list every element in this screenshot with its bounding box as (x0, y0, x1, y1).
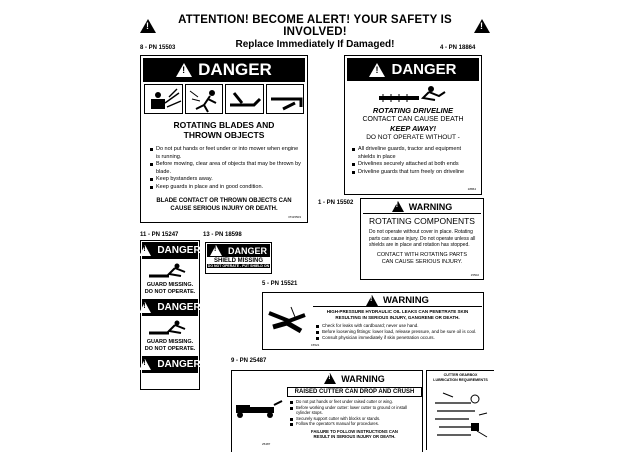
decal-13-line2: DO NOT OPERATE - PUT SHIELD ON (207, 264, 270, 268)
decal-9-part-number: 9 - PN 25487 (231, 358, 267, 364)
decal-9-footer-line1: FAILURE TO FOLLOW INSTRUCTIONS CAN (311, 428, 398, 434)
decal-11-banner-2-text: DANGER (157, 302, 201, 313)
decal-8-title-line1: ROTATING BLADES AND (173, 120, 275, 130)
raised-cutter-pictogram-icon (234, 397, 284, 419)
decal-lubrication-line2: LUBRICATION REQUIREMENTS (433, 378, 488, 382)
decal-1-body: Do not operate without cover in place. Rotating parts can cause injury. Do not operate unless all shields are in place and rotation has stopped. (369, 229, 476, 248)
decal-9-content (287, 372, 422, 440)
decal-4-code: 18864 (467, 187, 476, 191)
decal-4-line3: KEEP AWAY! (390, 124, 436, 133)
warning-triangle-icon (139, 245, 151, 256)
decal-8-bullet: Before mowing, clear area of objects that may be thrown by blade. (149, 161, 301, 176)
decal-5-banner-text: WARNING (383, 294, 429, 306)
person-struck-pictogram-icon (185, 84, 224, 114)
decal-lubrication-line1: CUTTER GEARBOX (443, 373, 478, 377)
decal-13-banner-text: DANGER (227, 245, 267, 256)
hydraulic-injection-pictogram-icon (265, 295, 311, 347)
decal-8-bullet: Keep guards in place and in good condition. (149, 184, 301, 192)
decal-8-bullet: Keep bystanders away. (149, 176, 301, 184)
decal-9-bullet: Securely support cutter with blocks or stands. (289, 416, 420, 422)
decal-4-line2: CONTACT CAN CAUSE DEATH (362, 116, 464, 123)
warning-triangle-icon (140, 19, 156, 33)
decal-11-text-2b: DO NOT OPERATE. (144, 346, 196, 352)
decal-11-banner-2 (142, 299, 201, 316)
decal-9-banner-text: WARNING (341, 373, 385, 384)
decal-9-title: RAISED CUTTER CAN DROP AND CRUSH (287, 387, 422, 397)
decal-11-part-number: 11 - PN 15247 (140, 232, 179, 238)
decal-5-heading-line1: HIGH-PRESSURE HYDRAULIC OIL LEAKS CAN PENETRATE SKIN (326, 309, 469, 314)
decal-11-banner-1 (142, 242, 201, 259)
decal-5-heading-line2: RESULTING IN SERIOUS INJURY, GANGRENE OR DEATH. (335, 315, 460, 320)
decal-11-banner-3 (142, 356, 201, 373)
decal-4-bullet: All driveline guards, tractor and equipment shields in place (351, 146, 475, 161)
decal-11-banner-1-text: DANGER (157, 245, 201, 256)
header-subtitle: Replace Immediately If Damaged! (235, 39, 395, 50)
decal-8-bullets (149, 146, 301, 191)
decal-lubrication (426, 370, 494, 450)
decal-4-text (345, 106, 481, 142)
decal-4-line1: ROTATING DRIVELINE (372, 106, 454, 115)
decal-9-banner (287, 372, 422, 385)
decal-13 (205, 242, 272, 274)
decal-5-bullet: Before loosening fittings: lower load, release pressure, and be sure oil is cool. (315, 329, 480, 335)
decal-9 (231, 370, 423, 452)
warning-triangle-icon (210, 245, 222, 256)
decal-4-bullet: Drivelines securely attached at both ends (351, 161, 475, 169)
decal-5-bullet: Consult physician immediately if skin penetration occurs. (315, 335, 480, 341)
decal-4-banner (347, 58, 479, 81)
header-line1 (140, 14, 490, 38)
decal-5-code: 15521 (311, 343, 320, 347)
decal-11-banner-3-text: DANGER (157, 359, 201, 370)
decal-11-text-1b: DO NOT OPERATE. (144, 289, 196, 295)
decal-5-heading (313, 309, 482, 321)
foot-under-deck-pictogram-icon (225, 84, 264, 114)
decal-1-title: ROTATING COMPONENTS (369, 216, 475, 226)
warning-triangle-icon (392, 201, 404, 212)
decal-8-footer-line2: CAUSE SERIOUS INJURY OR DEATH. (170, 206, 278, 212)
decal-4-line4: DO NOT OPERATE WITHOUT - (366, 134, 460, 141)
decal-5-bullet: Check for leaks with cardboard; never use hand. (315, 323, 480, 329)
decal-13-part-number: 13 - PN 18598 (203, 232, 242, 238)
decal-1 (360, 198, 484, 280)
decal-8-part-number: 8 - PN 15503 (140, 45, 176, 51)
decal-11-text-2a: GUARD MISSING. (146, 339, 194, 345)
decal-8-banner-text: DANGER (198, 60, 272, 79)
decal-4-banner-text: DANGER (391, 61, 457, 78)
decal-13-line1: SHIELD MISSING (213, 258, 263, 264)
decal-8-code: PN15503 (288, 215, 301, 219)
entanglement-pictogram-icon (147, 260, 199, 282)
decal-1-footer-line1: CONTACT WITH ROTATING PARTS (376, 251, 468, 258)
decal-8-title-line2: THROWN OBJECTS (183, 130, 265, 140)
decal-11-text-1 (141, 282, 199, 296)
decal-11-text-1a: GUARD MISSING. (146, 282, 194, 288)
decal-lubrication-title (427, 373, 494, 383)
decal-13-banner (207, 244, 270, 257)
decal-9-bullet: Do not put hands or feet under raised cutter or wing. (289, 399, 420, 405)
decal-1-part-number: 1 - PN 15502 (318, 200, 354, 206)
decal-5-banner (313, 294, 482, 307)
entanglement-pictogram-icon (147, 317, 199, 339)
decal-8-title (141, 120, 307, 140)
decal-9-footer-line2: RESULT IN SERIOUS INJURY OR DEATH. (313, 434, 396, 439)
decal-4-part-number: 4 - PN 18864 (440, 45, 476, 51)
decal-8-footer-line1: BLADE CONTACT OR THROWN OBJECTS CAN (156, 198, 292, 204)
decal-5-content (313, 294, 482, 340)
decal-9-bullet: Before working under cutter: lower cutter to ground or install cylinder stops. (289, 405, 420, 416)
warning-triangle-icon (369, 63, 385, 77)
decal-11 (140, 240, 200, 390)
decal-9-bullet: Follow the operator's manual for procedures. (289, 421, 420, 427)
decal-8-bullet: Do not put hands or feet under or into mower when engine is running. (149, 146, 301, 161)
decal-1-footer (361, 252, 483, 266)
decal-8-pictogram-row (144, 84, 304, 114)
decal-5 (262, 292, 484, 350)
warning-triangle-icon (139, 302, 151, 313)
decal-8-banner (143, 58, 305, 82)
warning-triangle-icon (139, 359, 151, 370)
decal-1-code: 15502 (470, 273, 479, 277)
decal-9-footer (287, 429, 422, 440)
header-title: ATTENTION! BECOME ALERT! YOUR SAFETY IS INVOLVED! (178, 14, 452, 38)
decal-9-code: 25487 (262, 442, 271, 446)
decal-5-bullets (315, 323, 480, 340)
decal-1-banner (363, 200, 481, 214)
driveline-entanglement-pictogram-icon (375, 84, 481, 106)
page-header (140, 14, 490, 50)
decal-9-bullets (289, 399, 420, 427)
decal-4 (344, 55, 482, 195)
decal-8 (140, 55, 308, 223)
warning-triangle-icon (366, 295, 378, 306)
decal-4-bullet: Driveline guards that turn freely on driveline (351, 169, 475, 177)
lubrication-diagram-icon (431, 385, 491, 445)
decal-1-banner-text: WARNING (408, 201, 453, 212)
decal-1-footer-line2: CAN CAUSE SERIOUS INJURY. (381, 258, 463, 265)
decal-11-text-2 (141, 339, 199, 353)
warning-triangle-icon (324, 373, 336, 384)
decal-8-footer (141, 197, 307, 213)
hand-under-deck-pictogram-icon (266, 84, 305, 114)
warning-triangle-icon (176, 63, 192, 77)
thrown-objects-pictogram-icon (144, 84, 183, 114)
decal-5-part-number: 5 - PN 15521 (262, 281, 298, 287)
warning-triangle-icon (474, 19, 490, 33)
decal-4-bullets (351, 146, 475, 176)
